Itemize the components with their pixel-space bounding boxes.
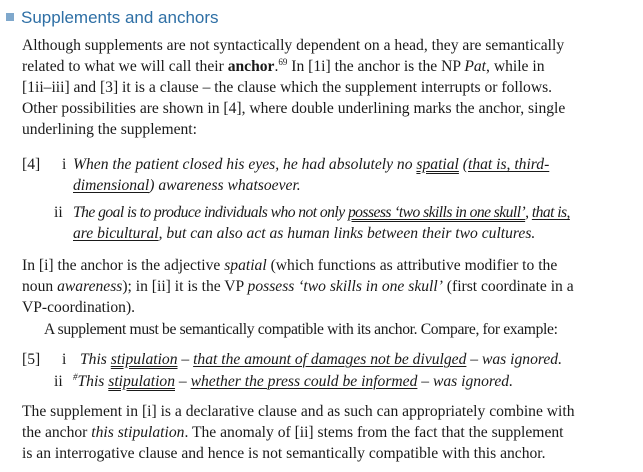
para3-line-1 (22, 402, 575, 422)
footnote-ref[interactable]: 69 (278, 57, 288, 67)
text: The supplement in [i] is a declarative clause and as such can appropriately combine with (22, 403, 575, 420)
text: Other possibilities are shown in [4], where double underlining marks the anchor, single (22, 100, 566, 117)
para3-line-2 (22, 423, 564, 443)
example-5i-sentence (80, 350, 562, 370)
example-4-number (22, 155, 40, 175)
example-5ii-label (54, 372, 63, 392)
text: [4] (22, 156, 41, 173)
supplement-text: are bicultural (73, 225, 159, 242)
text: This (80, 351, 111, 368)
text: the anchor (22, 424, 92, 441)
text: ( (458, 156, 468, 173)
term-anchor: anchor (227, 58, 275, 75)
section-title: Supplements and anchors (21, 8, 219, 27)
anchor-text: spatial (416, 156, 459, 173)
supplement-text: whether the press could be informed (190, 373, 418, 390)
text: (first coordinate in a (442, 278, 574, 295)
supplement-text: that the amount of damages not be divulged (193, 351, 467, 368)
text-italic: Pat (464, 58, 487, 75)
supplement-text: that is, (531, 204, 570, 221)
text: ); in [ii] it is the VP (122, 278, 248, 295)
example-5-number (22, 350, 40, 370)
text: – was ignored. (417, 373, 513, 390)
example-5i-label (62, 350, 66, 370)
para3-line-3 (22, 444, 546, 464)
text: . The anomaly of [ii] stems from the fact that the supplement (184, 424, 564, 441)
anchor-text: stipulation (110, 351, 178, 368)
intro-line-2 (22, 57, 545, 77)
example-4ii-line-2 (73, 224, 535, 244)
supplement-text: dimensional (73, 177, 150, 194)
anomaly-mark: # (73, 372, 78, 382)
text: ii (54, 204, 63, 221)
text: VP-coordination). (22, 299, 136, 316)
supplement-text: that is, third- (467, 156, 550, 173)
intro-line-3 (22, 78, 552, 98)
text: ) awareness whatsoever. (149, 177, 301, 194)
text: (which functions as attributive modifier to the (266, 257, 558, 274)
text: [1ii–iii] and [3] it is a clause – the clause which the supplement interrupts or follows. (22, 79, 553, 96)
para2-line-2 (22, 277, 574, 297)
text: ii (54, 373, 63, 390)
text: [5] (22, 351, 41, 368)
text: – was ignored. (466, 351, 562, 368)
text: – (175, 373, 191, 390)
example-4i-label (62, 155, 66, 175)
para2-line-1 (22, 256, 557, 276)
text: This (77, 373, 109, 390)
intro-line-1 (22, 36, 564, 56)
heading-square-icon (6, 13, 14, 21)
text-italic: spatial (224, 257, 267, 274)
example-4ii-label (54, 203, 63, 223)
text: When the patient closed his eyes, he had absolutely no (73, 156, 417, 173)
text: i (62, 156, 67, 173)
text: related to what we will call their (22, 58, 228, 75)
text-italic: this stipulation (91, 424, 185, 441)
example-4ii-line-1 (73, 203, 570, 223)
text: In [i] the anchor is the adjective (22, 257, 225, 274)
text: , (525, 204, 532, 221)
text: . (274, 58, 279, 75)
intro-line-5 (22, 120, 197, 140)
text: In [1i] the anchor is the NP (287, 58, 465, 75)
text: Although supplements are not syntactically dependent on a head, they are semantically (22, 37, 565, 54)
anchor-text: possess ‘two skills in one skull’ (347, 204, 526, 221)
text: underlining the supplement: (22, 121, 197, 138)
para2-line-4 (44, 320, 558, 340)
para2-line-3 (22, 298, 135, 318)
text: is an interrogative clause and hence is not semantically compatible with this anchor. (22, 445, 546, 462)
text: , while in (486, 58, 545, 75)
example-5ii-sentence (73, 372, 513, 392)
intro-line-4 (22, 99, 565, 119)
text: The goal is to produce individuals who not only (73, 204, 348, 221)
text-italic: awareness (57, 278, 123, 295)
text: i (62, 351, 67, 368)
text: , but can also act as human links between their two cultures. (158, 225, 536, 242)
text-italic: possess ‘two skills in one skull’ (247, 278, 443, 295)
text: noun (22, 278, 58, 295)
text: A supplement must be semantically compatible with its anchor. Compare, for example: (44, 321, 558, 338)
text: – (177, 351, 194, 368)
example-4i-line-2 (73, 176, 301, 196)
example-4i-line-1 (73, 155, 549, 175)
anchor-text: stipulation (108, 373, 175, 390)
section-heading (6, 7, 219, 29)
